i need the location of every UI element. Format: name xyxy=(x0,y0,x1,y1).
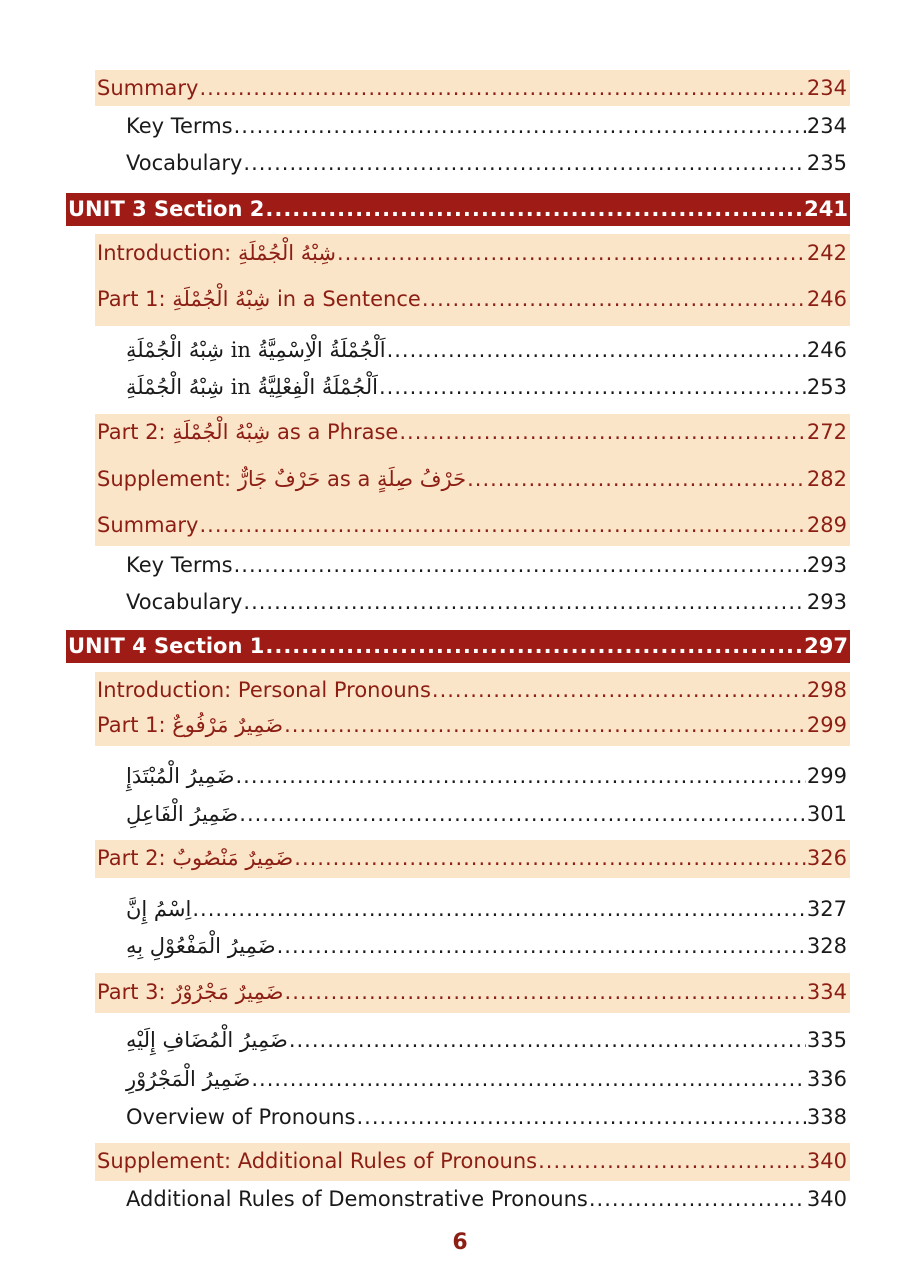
entry-label: Overview of Pronouns xyxy=(126,1105,356,1129)
toc-unit-entry[interactable] xyxy=(68,191,848,227)
toc-entry[interactable] xyxy=(97,1143,847,1179)
toc-entry[interactable] xyxy=(97,70,847,106)
label-ar: حَرْفٌ جَارٌّ xyxy=(237,467,321,491)
entry-page: 297 xyxy=(804,634,848,658)
leader-dots xyxy=(265,634,803,658)
toc-entry[interactable] xyxy=(126,1061,847,1097)
leader-dots xyxy=(192,897,806,921)
leader-dots xyxy=(467,467,806,491)
leader-dots xyxy=(399,420,806,444)
toc-entry[interactable] xyxy=(97,281,847,317)
entry-label: Key Terms xyxy=(126,553,233,577)
label-en: Part 2: xyxy=(97,846,166,870)
entry-page: 338 xyxy=(806,1105,847,1129)
entry-page: 340 xyxy=(806,1187,847,1211)
label-en: in a Sentence xyxy=(276,287,421,311)
leader-dots xyxy=(289,1028,806,1052)
toc-entry[interactable] xyxy=(126,584,847,620)
entry-label: Key Terms xyxy=(126,114,233,138)
label-ar: ضَمِيرٌ مَنْصُوبٌ xyxy=(172,846,294,870)
entry-page: 272 xyxy=(806,420,847,444)
entry-label xyxy=(97,287,421,311)
toc-entry[interactable] xyxy=(97,707,847,743)
entry-page: 340 xyxy=(806,1149,847,1173)
leader-dots xyxy=(285,980,806,1004)
entry-page: 293 xyxy=(806,553,847,577)
toc-entry[interactable] xyxy=(126,547,847,583)
entry-label xyxy=(97,241,336,265)
entry-page: 246 xyxy=(806,287,847,311)
toc-entry[interactable] xyxy=(97,461,847,497)
label-en: Part 1: xyxy=(97,287,166,311)
entry-label: Vocabulary xyxy=(126,151,243,175)
entry-label: ضَمِيرُ الْمُبْتَدَإِ xyxy=(126,764,235,788)
leader-dots xyxy=(251,1067,806,1091)
entry-page: 298 xyxy=(806,678,847,702)
toc-entry[interactable] xyxy=(126,1099,847,1135)
entry-page: 299 xyxy=(806,713,847,737)
entry-page: 335 xyxy=(806,1028,847,1052)
entry-label: اَلْجُمْلَةُ الْفِعْلِيَّةُ in شِبْهُ الْجُمْلَةِ xyxy=(126,375,378,399)
entry-label: UNIT 3 Section 2 xyxy=(68,197,265,221)
entry-label: Additional Rules of Demonstrative Pronouns xyxy=(126,1187,588,1211)
label-ar: شِبْهُ الْجُمْلَةِ xyxy=(172,287,271,311)
leader-dots xyxy=(243,151,806,175)
entry-label: Summary xyxy=(97,513,199,537)
toc-entry[interactable] xyxy=(126,891,847,927)
toc-entry[interactable] xyxy=(126,369,847,405)
label-en: Supplement: xyxy=(97,467,232,491)
leader-dots xyxy=(235,764,805,788)
toc-entry[interactable] xyxy=(97,235,847,271)
entry-label: Summary xyxy=(97,76,199,100)
entry-page: 336 xyxy=(806,1067,847,1091)
label-ar: ضَمِيرٌ مَرْفُوعٌ xyxy=(172,713,284,737)
entry-label xyxy=(97,467,466,491)
entry-label: Vocabulary xyxy=(126,590,243,614)
leader-dots xyxy=(432,678,806,702)
entry-page: 242 xyxy=(806,241,847,265)
entry-page: 327 xyxy=(806,897,847,921)
leader-dots xyxy=(387,338,806,362)
leader-dots xyxy=(379,375,806,399)
entry-label: ضَمِيرُ الْمَجْرُوْرِ xyxy=(126,1067,251,1091)
leader-dots xyxy=(199,76,805,100)
leader-dots xyxy=(337,241,806,265)
entry-page: 235 xyxy=(806,151,847,175)
entry-label: اَلْجُمْلَةُ الْاِسْمِيَّةُ in شِبْهُ الْجُمْلَةِ xyxy=(126,338,386,362)
toc-unit-entry[interactable] xyxy=(68,628,848,664)
entry-label xyxy=(97,420,398,444)
toc-entry[interactable] xyxy=(126,1181,847,1217)
label-ar: شِبْهُ الْجُمْلَةِ xyxy=(172,420,271,444)
entry-label: ضَمِيرُ الْمَفْعُوْلِ بِهِ xyxy=(126,934,276,958)
entry-label xyxy=(97,846,293,870)
label-en: Part 2: xyxy=(97,420,166,444)
toc-entry[interactable] xyxy=(126,108,847,144)
leader-dots xyxy=(422,287,806,311)
leader-dots xyxy=(243,590,806,614)
toc-entry[interactable] xyxy=(126,332,847,368)
entry-label: اِسْمُ إِنَّ xyxy=(126,897,192,921)
label-ar: حَرْفُ صِلَةٍ xyxy=(377,467,467,491)
label-en: Part 3: xyxy=(97,980,166,1004)
entry-page: 246 xyxy=(806,338,847,362)
entry-page: 234 xyxy=(806,114,847,138)
entry-page: 334 xyxy=(806,980,847,1004)
entry-label: ضَمِيرُ الْفَاعِلِ xyxy=(126,802,239,826)
label-ar: شِبْهُ الْجُمْلَةِ xyxy=(237,241,336,265)
entry-page: 253 xyxy=(806,375,847,399)
entry-label xyxy=(97,713,283,737)
entry-page: 299 xyxy=(806,764,847,788)
leader-dots xyxy=(357,1105,806,1129)
toc-entry[interactable] xyxy=(97,507,847,543)
entry-page: 282 xyxy=(806,467,847,491)
leader-dots xyxy=(294,846,806,870)
toc-entry[interactable] xyxy=(97,974,847,1010)
toc-entry[interactable] xyxy=(126,928,847,964)
leader-dots xyxy=(234,114,806,138)
leader-dots xyxy=(284,713,806,737)
entry-page: 326 xyxy=(806,846,847,870)
leader-dots xyxy=(277,934,806,958)
entry-label: ضَمِيرُ الْمُضَافِ إِلَيْهِ xyxy=(126,1028,288,1052)
label-ar: ضَمِيرٌ مَجْرُوْرٌ xyxy=(172,980,284,1004)
leader-dots xyxy=(199,513,805,537)
leader-dots xyxy=(589,1187,806,1211)
toc-entry[interactable] xyxy=(97,840,847,876)
toc-entry[interactable] xyxy=(97,672,847,708)
toc-entry[interactable] xyxy=(97,414,847,450)
leader-dots xyxy=(239,802,806,826)
entry-page: 293 xyxy=(806,590,847,614)
entry-page: 301 xyxy=(806,802,847,826)
entry-label: UNIT 4 Section 1 xyxy=(68,634,265,658)
label-en: Part 1: xyxy=(97,713,166,737)
label-en: as a Phrase xyxy=(276,420,399,444)
leader-dots xyxy=(265,197,803,221)
toc-entry[interactable] xyxy=(126,1022,847,1058)
page-number: 6 xyxy=(452,1230,468,1255)
entry-page: 328 xyxy=(806,934,847,958)
entry-page: 241 xyxy=(804,197,848,221)
label-en: as a xyxy=(326,467,371,491)
entry-page: 289 xyxy=(806,513,847,537)
toc-entry[interactable] xyxy=(126,796,847,832)
label-en: Introduction: xyxy=(97,241,232,265)
leader-dots xyxy=(234,553,806,577)
leader-dots xyxy=(538,1149,806,1173)
toc-entry[interactable] xyxy=(126,758,847,794)
entry-page: 234 xyxy=(806,76,847,100)
entry-label: Introduction: Personal Pronouns xyxy=(97,678,431,702)
entry-label xyxy=(97,980,284,1004)
toc-entry[interactable] xyxy=(126,145,847,181)
entry-label: Supplement: Additional Rules of Pronouns xyxy=(97,1149,538,1173)
